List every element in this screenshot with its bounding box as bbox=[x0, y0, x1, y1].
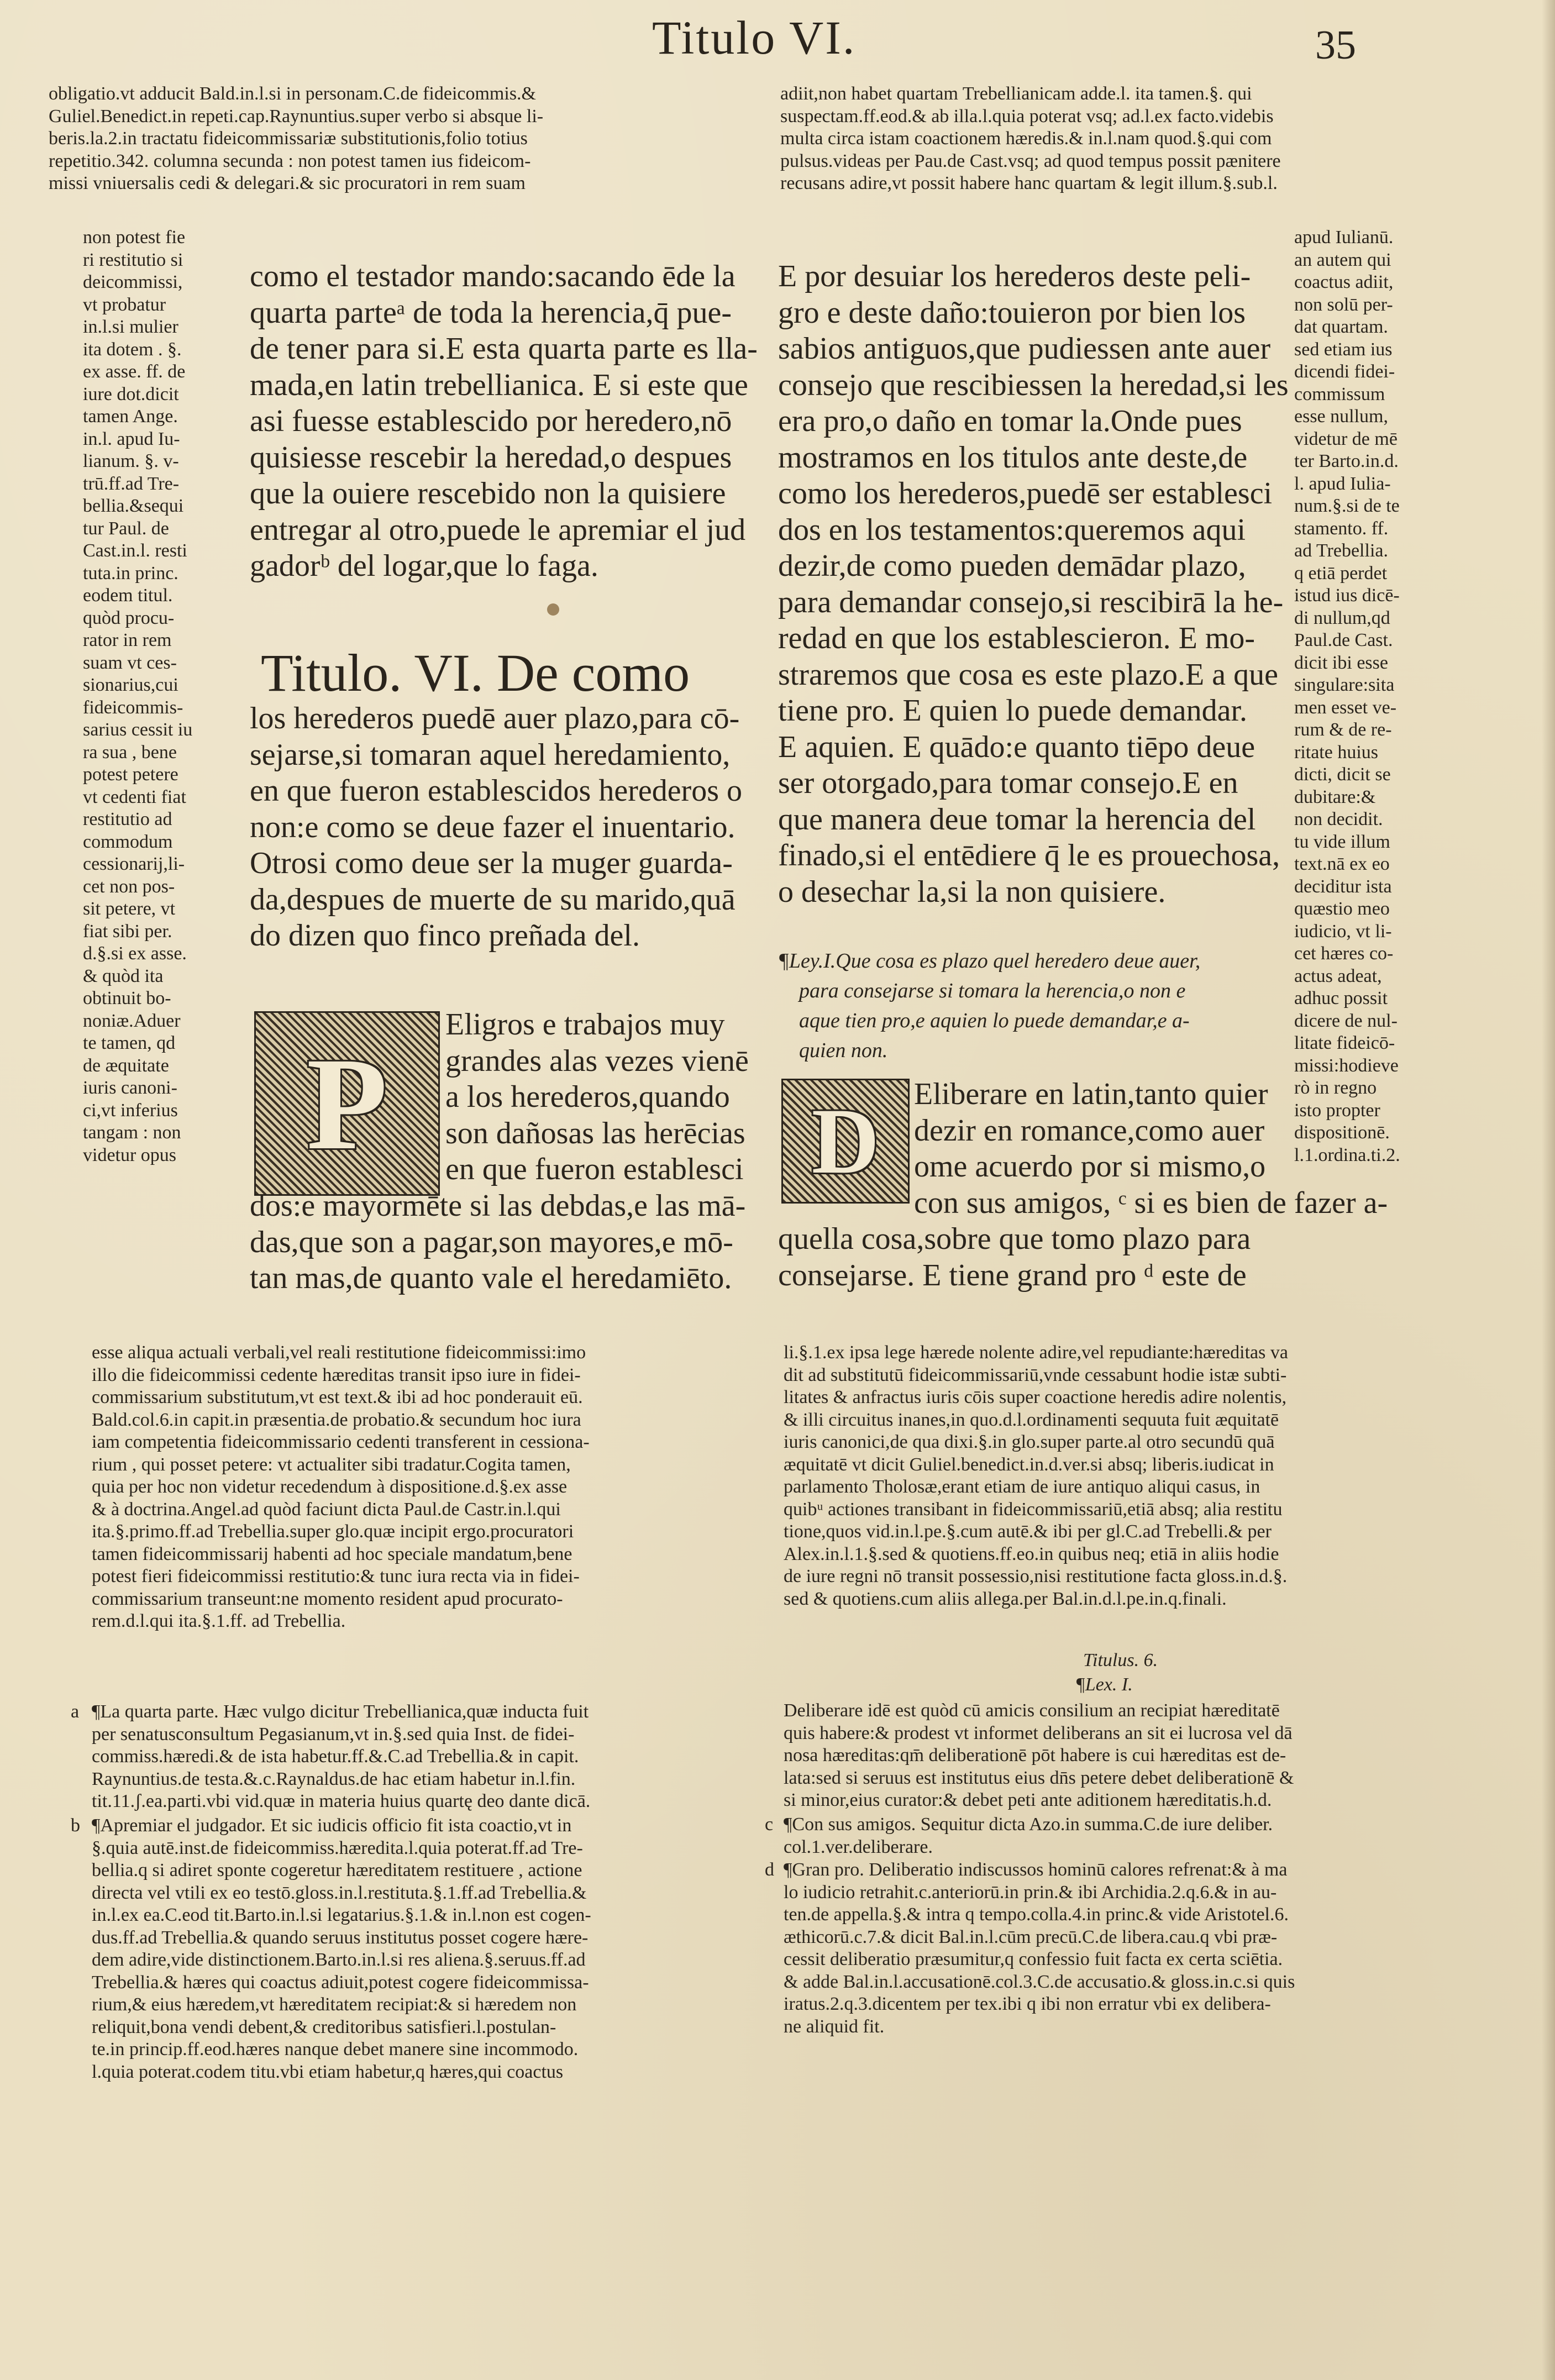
running-head: Titulo VI. bbox=[652, 11, 857, 64]
right-margin-gloss: apud Iulianū. an autem qui coactus adiit, non solū per- dat quartam. sed etiam ius dicendi fidei- commissum esse nullum, videtur de mē ter Barto.in.d. l. apud Iulia- num.§.si de te stamento. ff. ad Trebellia. q etiā perdet istud ius dicē- di nullum,qd Paul.de Cast. dicit ibi esse singulare:sita men esset ve- rum & de re- ritate huius dicti, dicit se dubitare:& non decidit. tu vide illum text.nā ex eo deciditur ista quæstio meo iudicio, vt li- cet hæres co- actus adeat, adhuc possit dicere de nul- litate fideicō- missi:hodieve rò in regno isto propter dispositionē. l.1.ordina.ti.2. bbox=[1294, 227, 1400, 1165]
gloss-note-d: ¶Gran pro. Deliberatio indiscussos hominū calores refrenat:& à ma lo iudicio retrahit.c.anteriorū.in prin.& ibi Archidia.2.q.6.& in au- ten.de appella.§.& intra q tempo.colla.4.in princ.& vide Aristotel.6. æthicorū.c.7.& dicit Bal.in.l.cūm precū.C.de libera.cau.q vbi præ- cessit deliberatio præsumitur,q confessio fuit facta ex certa sciētia. & adde Bal.in.l.accusationē.col.3.C.de accusatio.& gloss.in.c.si quis iratus.2.q.3.dicentem per tex.ibi q ibi non erratur vbi ex delibera- ne aliquid fit. bbox=[784, 1859, 1295, 2037]
left-margin-gloss: non potest fie ri restitutio si deicommissi, vt probatur in.l.si mulier ita dotem . §. ex asse. ff. de iure dot.dicit tamen Ange. in.l. apud Iu- lianum. §. v- trū.ff.ad Tre- bellia.&sequi tur Paul. de Cast.in.l. resti tuta.in princ. eodem titul. quòd procu- rator in rem suam vt ces- sionarius,cui fideicommis- sarius cessit iu ra sua , bene potest petere vt cedenti fiat restitutio ad commodum cessionarij,li- cet non pos- sit petere, vt fiat sibi per. d.§.si ex asse. & quòd ita obtinuit bo- noniæ.Aduer te tamen, qd de æquitate iuris canoni- ci,vt inferius tangam : non videtur opus bbox=[83, 227, 193, 1165]
col2-text-a: E por desuiar los herederos deste peli- gro e deste daño:touieron por bien los sabios antiguos,que pudiessen ante auer consejo que rescibiessen la heredad,si les era pro,o daño en tomar la.Onde pues mostramos en los titulos ante deste,de como los herederos,puedē ser establesci dos en los testamentos:queremos aqui dezir,de como pueden demādar plazo, para demandar consejo,si rescibirā la he- redad en que los establescieron. E mo- straremos que cosa es este plazo.E a que tiene pro. E quien lo puede demandar. E aquien. E quādo:e quanto tiēpo deue ser otorgado,para tomar consejo.E en que manera deue tomar la herencia del finado,si el entēdiere q̄ le es prouechosa, o desechar la,si la non quisiere. bbox=[778, 259, 1289, 909]
initial-letter: P bbox=[306, 1030, 388, 1177]
col1-text-b: dos:e mayormēte si las debdas,e las mā- das,que son a pagar,son mayores,e mō- tan mas,de quanto vale el heredamiēto. bbox=[250, 1189, 746, 1295]
col1-text-b-beside-initial: Eligros e trabajos muy grandes alas vezes vienē a los herederos,quando son dañosas las herēcias en que fueron establesci bbox=[445, 1007, 749, 1186]
gloss-note-a: ¶La quarta parte. Hæc vulgo dicitur Trebellianica,quæ inducta fuit per senatusconsultum Pegasianum,vt in.§.sed quia Inst. de fidei- commiss.hæredi.& de ista habetur.ff.&.C.ad Trebellia.& in capit. Raynuntius.de testa.&.c.Raynaldus.de hac etiam habetur in.l.fin. tit.11.ʃ.ea.parti.vbi vid.quæ in materia huius quartę deo dante dicā. bbox=[92, 1701, 591, 1811]
gloss-note-b: ¶Apremiar el judgador. Et sic iudicis officio fit ista coactio,vt in §.quia autē.inst.de fideicommiss.hæredita.l.quia poterat.ff.ad Tre- bellia.q si adiret sponte cogeretur hæreditatem restituere , actione directa vel vtili ex eo testō.gloss.in.l.restituta.§.1.ff.ad Trebellia.& in.l.ex ea.C.eod tit.Barto.in.l.si legatarius.§.1.& in.l.non est cogen- dus.ff.ad Trebellia.& quando seruus institutus posset cogere hære- dem adire,vide distinctionem.Barto.in.l.si res aliena.§.seruus.ff.ad Trebellia.& hæres qui coactus adiuit,potest cogere fideicommissa- rium,& eius hæredem,vt hæreditatem recipiat:& si hæredem non reliquit,bona vendi debent,& creditoribus satisfieri.l.postulan- te.in princip.ff.eod.hæres nanque debet manere sine incommodo. l.quia poterat.codem titu.vbi etiam habetur,q hæres,qui coactus bbox=[92, 1815, 591, 2082]
law-rubric: ¶Ley.I.Que cosa es plazo quel heredero deue auer, para consejarse si tomara la herencia,o non e aque tien pro,e aquien lo puede demandar,e a- quien non. bbox=[778, 949, 1201, 1062]
initial-letter: D bbox=[811, 1089, 880, 1193]
title-description: los herederos puedē auer plazo,para cō- sejarse,si tomaran aquel heredamiento, en que fueron establescidos herederos o non:e como se deue fazer el inuentario. Otrosi como deue ser la muger guarda- da,despues de muerte de su marido,quā do dizen quo finco preñada del. bbox=[250, 701, 742, 953]
title-heading: Titulo. VI. De como bbox=[261, 643, 690, 702]
bottom-left-gloss: esse aliqua actuali verbali,vel reali restitutione fideicommissi:imo illo die fideicommissi cedente hæreditas transit ipso iure in fidei- commissarium substitutum,vt est text.& ibi ad hoc ponderauit eū. Bald.col.6.in capit.in præsentia.de probatio.& secundum hoc iura iam competentia fideicommissario cedenti transferent in cessiona- rium , qui posset petere: vt actualiter sibi tradatur.Cogita tamen, quia per hoc non videtur recedendum à dispositione.d.§.ex asse & à doctrina.Angel.ad quòd faciunt dicta Paul.de Castr.in.l.qui ita.§.primo.ff.ad Trebellia.super glo.quæ incipit ergo.procuratori tamen fideicommissarij habenti ad hoc speciale mandatum,bene potest fieri fideicommissi restitutio:& tunc iura recta via in fidei- commissarium transeunt:ne momento resident apud procurato- rem.d.l.qui ita.§.1.ff. ad Trebellia. bbox=[92, 1342, 590, 1631]
gloss-deliberare: Deliberare idē est quòd cū amicis consilium an recipiat hæreditatē quis habere:& prodest vt informet deliberans an sit ei lucrosa vel dā nosa hæreditas:qm̄ deliberationē pōt habere is cui hæreditas est de- lata:sed si seruus est institutus eius dn̄s petere debet deliberationē & si minor,eius curator:& debet peti ante aditionem hæreditatis.h.d. bbox=[784, 1700, 1294, 1810]
col2-text-b-beside-initial: Eliberare en latin,tanto quier dezir en romance,como auer ome acuerdo por si mismo,o con sus amigos, ᶜ si es bien de fazer a- bbox=[914, 1077, 1388, 1220]
gloss-note-c: ¶Con sus amigos. Sequitur dicta Azo.in summa.C.de iure deliber. col.1.ver.deliberare. bbox=[784, 1814, 1273, 1857]
page-number: 35 bbox=[1315, 23, 1356, 68]
page-edge-shadow bbox=[1542, 0, 1555, 2380]
note-marker-a: a bbox=[71, 1701, 80, 1722]
ink-spot bbox=[547, 603, 559, 616]
gloss-lex: ¶Lex. I. bbox=[1075, 1674, 1133, 1695]
col1-text-a: como el testador mando:sacando ēde la quarta parteᵃ de toda la herencia,q̄ pue- de tener para si.E esta quarta parte es lla- mada,en latin trebellianica. E si este que asi fuesse establescido por heredero,nō quisiesse rescebir la heredad,o despues que la ouiere rescebido non la quisiere entregar al otro,puede le apremiar el jud gadorᵇ del logar,que lo faga. bbox=[250, 259, 758, 583]
col2-text-b: quella cosa,sobre que tomo plazo para consejarse. E tiene grand pro ᵈ este de bbox=[778, 1222, 1251, 1293]
bottom-right-gloss: li.§.1.ex ipsa lege hærede nolente adire,vel repudiante:hæreditas va dit ad substitutū fideicommissariū,vnde cessabunt hodie istæ subti- litates & anfractus iuris cōis super coactione heredis adire nolentis, & illi circuitus inanes,in quo.d.l.ordinamenti sequuta fuit æquitatē iuris canonici,de qua dixi.§.in glo.super parte.al otro secundū quā æquitatē vt dicit Guliel.benedict.in.d.ver.si absq; liberis.iudicat in parlamento Tholosæ,erant etiam de iure antiquo aliqui casus, in quibᵘ actiones transibant in fideicommissariū,etiā absq; alia restitu tione,quos vid.in.l.pe.§.cum autē.& ibi per gl.C.ad Trebelli.& per Alex.in.l.1.§.sed & quotiens.ff.eo.in quibus neq; etiā in aliis hodie de iure regni nō transit possessio,nisi restitutione facta gloss.in.d.§. sed & quotiens.cum aliis allega.per Bal.in.d.l.pe.in.q.finali. bbox=[784, 1342, 1288, 1609]
top-right-gloss: adiit,non habet quartam Trebellianicam adde.l. ita tamen.§. qui suspectam.ff.eod.& ab illa.l.quia poterat vsq; ad.l.ex facto.videbis multa circa istam coactionem hæredis.& in.l.nam quod.§.qui com pulsus.videas per Pau.de Cast.vsq; ad quod tempus possit pænitere recusans adire,vt possit habere hanc quartam & legit illum.§.sub.l. bbox=[780, 83, 1281, 193]
note-marker-b: b bbox=[71, 1815, 80, 1836]
decorated-initial-p bbox=[254, 1011, 440, 1196]
top-left-gloss: obligatio.vt adducit Bald.in.l.si in personam.C.de fideicommis.& Guliel.Benedict.in repeti.cap.Raynuntius.super verbo si absque li- beris.la.2.in tractatu fideicommissariæ substitutionis,folio totius repetitio.342. columna secunda : non potest tamen ius fideicom- missi vniuersalis cedi & delegari.& sic procuratori in rem suam bbox=[49, 83, 544, 193]
decorated-initial-d bbox=[781, 1079, 910, 1204]
note-marker-c: c bbox=[765, 1814, 774, 1835]
gloss-title: Titulus. 6. bbox=[1083, 1650, 1158, 1670]
note-marker-d: d bbox=[765, 1859, 774, 1880]
